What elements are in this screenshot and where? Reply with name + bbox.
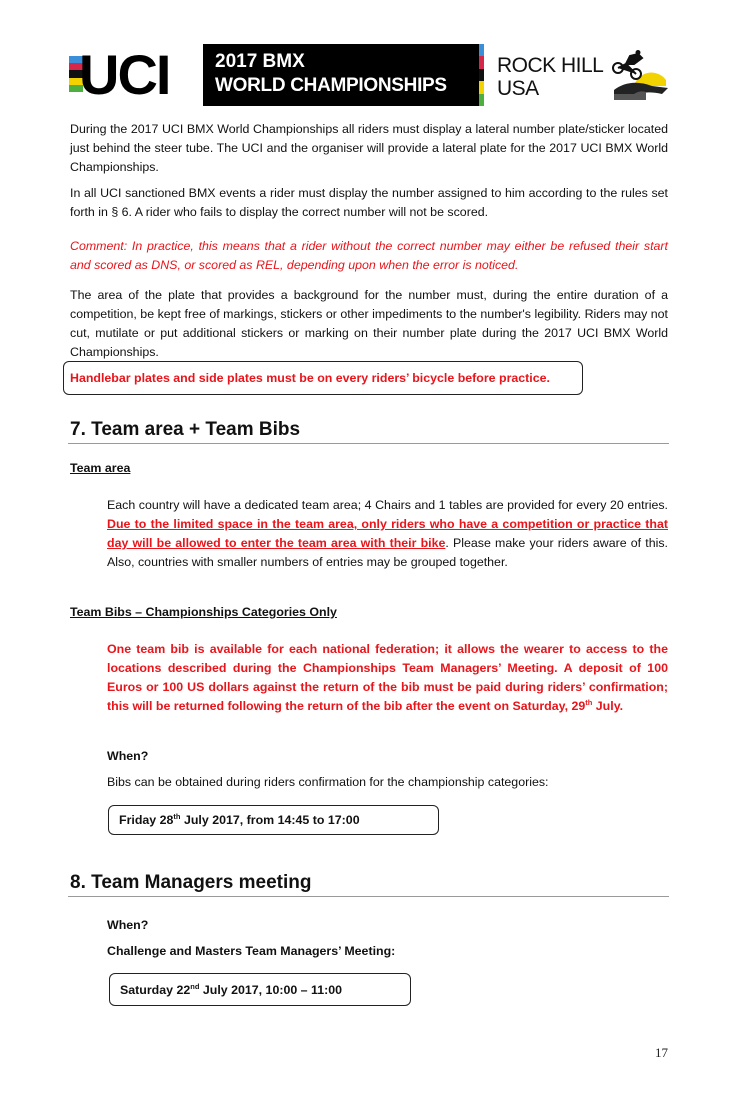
- section-7-title: 7. Team area + Team Bibs: [70, 419, 301, 440]
- comment-note: Comment: In practice, this means that a rider without the correct number may either be refused their start and scored as DNS, or scored as REL, depending upon when the error is noticed.: [70, 239, 668, 272]
- section-8-when-label: When?: [107, 918, 149, 932]
- meeting-label: Challenge and Masters Team Managers’ Meeting:: [107, 944, 396, 958]
- handlebar-plates-notice: Handlebar plates and side plates must be on every riders’ bicycle before practice.: [70, 371, 550, 385]
- event-title-line1: 2017 BMX: [215, 51, 305, 72]
- team-bibs-heading: Team Bibs – Championships Categories Only: [70, 605, 337, 619]
- team-area-paragraph: [107, 496, 668, 572]
- ordinal-suffix: th: [585, 697, 593, 707]
- intro-paragraph-1: During the 2017 UCI BMX World Championships all riders must display a lateral number plate/sticker located just behind the steer tube. The UCI and the organiser will provide a lateral plate for the 2017 UCI BMX World Championships.: [70, 122, 668, 174]
- event-title-banner: [203, 44, 479, 106]
- ordinal-suffix: nd: [190, 981, 200, 991]
- team-bibs-paragraph: [107, 640, 668, 716]
- intro-paragraph-3: The area of the plate that provides a background for the number must, during the entire duration of a competition, be kept free of markings, stickers or other impediments to the number's legibility. Riders may not cut, mutilate or put additional stickers or marking on their number plate during the 2017 UCI BMX World Championships.: [70, 288, 668, 359]
- location-line1: ROCK HILL: [497, 54, 604, 77]
- date-prefix: Friday 28: [119, 813, 174, 827]
- date-suffix: July 2017, from 14:45 to 17:00: [180, 813, 360, 827]
- team-bibs-text-end: July.: [592, 699, 624, 713]
- meeting-date: [120, 981, 342, 999]
- team-bibs-text: One team bib is available for each national federation; it allows the wearer to access to the locations described during the Championships Team Managers’ Meeting. A deposit of 100 Euros or 100 US dollars against the return of the bib must be paid during riders’ confirmation; this will be returned following the return of the bib after the event on Saturday, 29: [107, 642, 668, 713]
- page-number: 17: [655, 1045, 668, 1060]
- team-bibs-when-text: Bibs can be obtained during riders confirmation for the championship categories:: [107, 775, 549, 789]
- section-8-rule: [68, 896, 669, 897]
- location-name: [497, 54, 603, 100]
- team-bibs-date: [119, 811, 360, 829]
- rainbow-divider-icon: [479, 44, 484, 106]
- uci-logo: UCI: [79, 43, 170, 106]
- bmx-rider-logo-icon: [604, 50, 670, 102]
- team-area-heading: Team area: [70, 461, 131, 475]
- intro-paragraph-2: In all UCI sanctioned BMX events a rider must display the number assigned to him according to the rules set forth in § 6. A rider who fails to display the correct number will not be scored.: [70, 186, 668, 219]
- location-line2: USA: [497, 77, 539, 100]
- ordinal-suffix: th: [173, 811, 181, 821]
- header-banner: [69, 44, 669, 106]
- team-area-restriction-highlight: Due to the limited space in the team area, only riders who have a competition or practice that day will be allowed to enter the team area with their bike: [107, 517, 668, 550]
- event-title-line2: WORLD CHAMPIONSHIPS: [215, 75, 447, 96]
- date-prefix: Saturday 22: [120, 983, 191, 997]
- team-area-text-end: . Please make your riders aware of this. Also, countries with smaller numbers of entries may be grouped together.: [107, 536, 668, 569]
- team-area-text: Each country will have a dedicated team area; 4 Chairs and 1 tables are provided for every 20 entries.: [107, 498, 668, 512]
- team-bibs-when-label: When?: [107, 749, 149, 763]
- section-7-rule: [68, 443, 669, 444]
- date-suffix: July 2017, 10:00 – 11:00: [199, 983, 343, 997]
- section-8-title: 8. Team Managers meeting: [70, 872, 312, 893]
